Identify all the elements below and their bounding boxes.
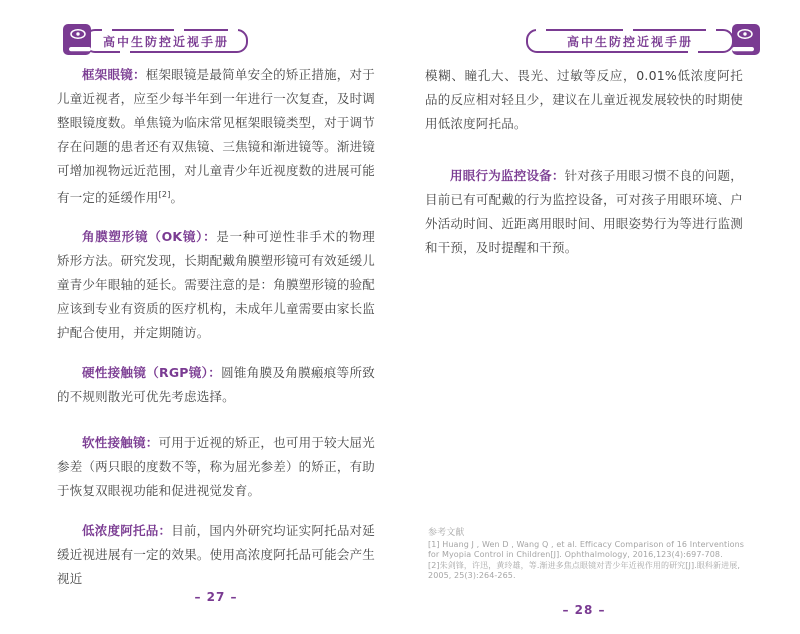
para-body: 可用于近视的矫正，也可用于较大屈光参差（两只眼的度数不等，称为屈光参差）的矫正，有助于恢复双眼视功能和促进视觉发育。 (57, 435, 376, 498)
para-body: 模糊、瞳孔大、畏光、过敏等反应，0.01%低浓度阿托品的反应相对轻且少，建议在儿童近视发展较快的时期使用低浓度阿托品。 (425, 68, 743, 131)
book-eye-icon (62, 23, 92, 57)
reference-item: [1] Huang J , Wen D , Wang Q , et al. Efficacy Comparison of 16 Interventions for Myopia Control in Children[J]. Ophthalmology, 2016,123(4):697-708. (428, 539, 745, 559)
reference-item: [2]朱剑锋，许迅，黄玲雄，等.渐进多焦点眼镜对青少年近视作用的研究[J].眼科新进展, 2005, 25(3):264-265. (428, 560, 740, 580)
para-body: 框架眼镜是最简单安全的矫正措施，对于儿童近视者，应至少每半年到一年进行一次复查，及时调整眼镜度数。单焦镜为临床常见框架眼镜类型，对于调节存在问题的患者还有双焦镜、三焦镜和渐进镜等。渐进镜可增加视物远近范围，对儿童青少年近视度数的进展可能有一定的延缓作用 (57, 67, 375, 206)
header-banner-right (526, 29, 734, 53)
para-heading: 用眼行为监控设备： (450, 168, 565, 183)
banner-dash (120, 51, 130, 53)
para-body: 目前，国内外研究均证实阿托品对延缓近视进展有一定的效果。使用高浓度阿托品可能会产生视近 (57, 523, 375, 586)
references-title: 参考文献 (428, 528, 465, 538)
para-heading: 角膜塑形镜（OK镜）： (82, 229, 217, 244)
banner-dash (228, 29, 238, 31)
header-banner-left (84, 29, 248, 53)
banner-dash (623, 29, 633, 31)
citation-superscript: [2] (158, 190, 171, 199)
para-atropine (57, 519, 375, 591)
para-tail: 。 (170, 190, 184, 206)
banner-dash (174, 29, 184, 31)
para-soft-lens (57, 431, 375, 503)
para-heading: 低浓度阿托品： (82, 523, 172, 538)
para-heading: 软性接触镜： (82, 435, 159, 450)
para-rgp-lens (57, 361, 375, 409)
page-number-left: – 27 – (194, 590, 238, 604)
banner-dash (102, 29, 112, 31)
para-atropine-continued (425, 64, 743, 136)
para-monitoring-device (425, 164, 743, 260)
banner-dash (536, 29, 546, 31)
references-section (428, 528, 746, 582)
banner-dash (688, 51, 698, 53)
banner-dash (706, 29, 716, 31)
para-heading: 框架眼镜： (82, 67, 146, 82)
para-body: 圆锥角膜及角膜瘢痕等所致的不规则散光可优先考虑选择。 (57, 365, 375, 404)
book-eye-icon (731, 23, 761, 57)
page-number-right: – 28 – (562, 603, 606, 617)
header-title: 高中生防控近视手册 (102, 34, 229, 49)
para-heading: 硬性接触镜（RGP镜）： (82, 365, 222, 380)
para-body: 针对孩子用眼习惯不良的问题，目前已有可配戴的行为监控设备，可对孩子用眼环境、户外活动时间、近距离用眼时间、用眼姿势行为等进行监测和干预，及时提醒和干预。 (425, 168, 743, 255)
para-body: 是一种可逆性非手术的物理矫形方法。研究发现，长期配戴角膜塑形镜可有效延缓儿童青少年眼轴的延长。需要注意的是：角膜塑形镜的验配应该到专业有资质的医疗机构，未成年儿童需要由家长监护配合使用，并定期随访。 (57, 229, 376, 340)
para-ok-lens (57, 225, 375, 345)
para-frame-glasses (57, 63, 375, 210)
header-title: 高中生防控近视手册 (566, 34, 693, 49)
